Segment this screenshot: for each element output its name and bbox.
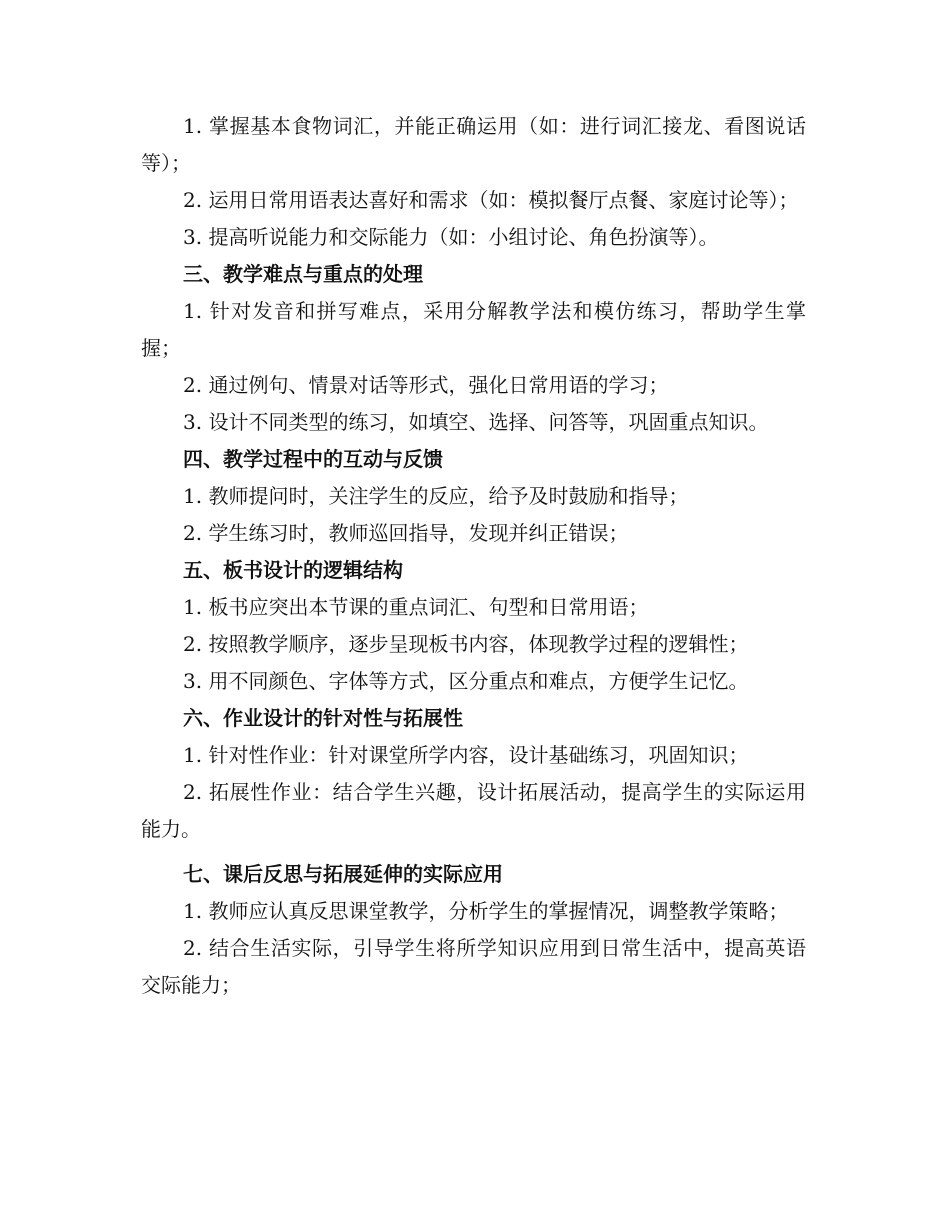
list-item: 1. 教师应认真反思课堂教学，分析学生的掌握情况，调整教学策略； xyxy=(183,899,789,923)
section-heading: 三、教学难点与重点的处理 xyxy=(183,262,423,286)
list-item: 3. 用不同颜色、字体等方式，区分重点和难点，方便学生记忆。 xyxy=(183,669,749,693)
list-item: 1. 掌握基本食物词汇，并能正确运用（如：进行词汇接龙、看图说话等）； xyxy=(141,114,806,175)
section-heading: 四、教学过程中的互动与反馈 xyxy=(183,447,443,471)
list-item: 2. 结合生活实际，引导学生将所学知识应用到日常生活中，提高英语交际能力； xyxy=(141,936,806,997)
document-body xyxy=(141,108,806,1004)
list-item: 2. 通过例句、情景对话等形式，强化日常用语的学习； xyxy=(183,373,669,397)
list-item: 2. 运用日常用语表达喜好和需求（如：模拟餐厅点餐、家庭讨论等）； xyxy=(183,188,799,212)
list-item: 2. 拓展性作业：结合学生兴趣，设计拓展活动，提高学生的实际运用能力。 xyxy=(141,780,806,841)
section-heading: 六、作业设计的针对性与拓展性 xyxy=(183,706,463,730)
list-item: 2. 学生练习时，教师巡回指导，发现并纠正错误； xyxy=(183,521,629,545)
list-item: 1. 针对性作业：针对课堂所学内容，设计基础练习，巩固知识； xyxy=(183,743,749,767)
list-item: 1. 针对发音和拼写难点，采用分解教学法和模仿练习，帮助学生掌握； xyxy=(141,299,806,360)
section-heading: 五、板书设计的逻辑结构 xyxy=(183,558,403,582)
list-item: 2. 按照教学顺序，逐步呈现板书内容，体现教学过程的逻辑性； xyxy=(183,632,749,656)
list-item: 3. 提高听说能力和交际能力（如：小组讨论、角色扮演等）。 xyxy=(183,225,719,249)
list-item: 1. 教师提问时，关注学生的反应，给予及时鼓励和指导； xyxy=(183,484,689,508)
section-heading: 七、课后反思与拓展延伸的实际应用 xyxy=(183,862,503,886)
list-item: 3. 设计不同类型的练习，如填空、选择、问答等，巩固重点知识。 xyxy=(183,410,769,434)
list-item: 1. 板书应突出本节课的重点词汇、句型和日常用语； xyxy=(183,595,649,619)
